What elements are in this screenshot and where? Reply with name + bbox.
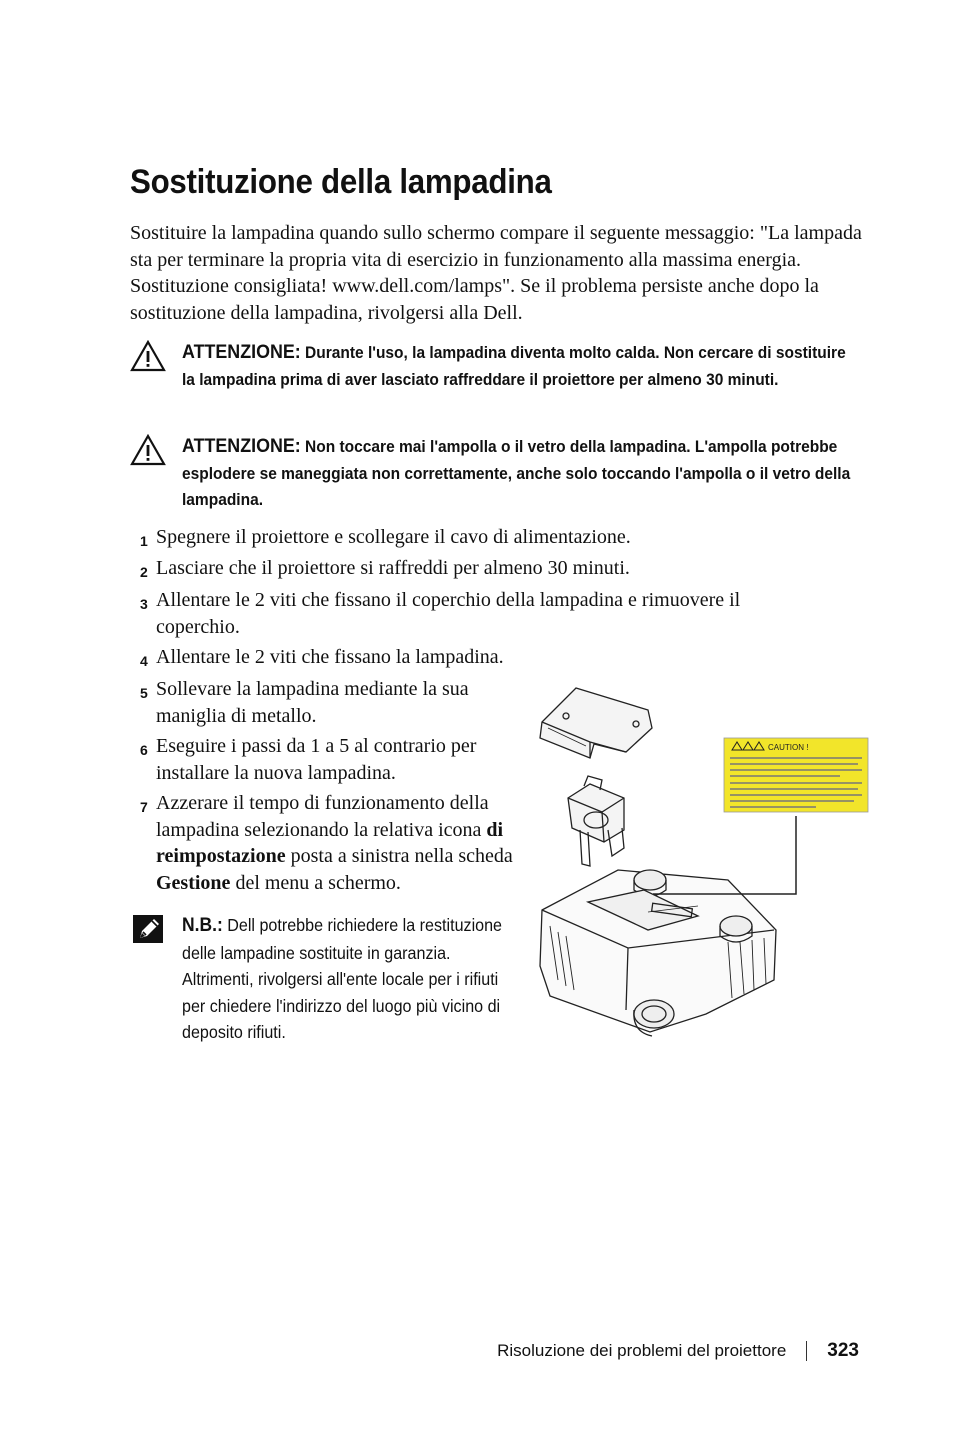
step-text: Allentare le 2 viti che fissano la lampadina.	[156, 646, 504, 668]
intro-paragraph: Sostituire la lampadina quando sullo schermo compare il seguente messaggio: "La lampada sta per terminare la propria vita di esercizio in funzionamento alla massima energia. Sostituzione consigliata! www.dell.com/lamps". Se il problema persiste anche dopo la sostituzione della lampadina, rivolgersi alla Dell.	[130, 222, 862, 324]
step-text: Spegnere il proiettore e scollegare il cavo di alimentazione.	[156, 526, 631, 548]
caution-sticker-title: CAUTION !	[768, 743, 809, 752]
note-text: Dell potrebbe richiedere la restituzione delle lampadine sostituite in garanzia. Altrimenti, rivolgersi all'ente locale per i rifiuti per chiedere l'indirizzo del luogo più vicino di deposito rifiuti.	[182, 915, 503, 1042]
note-box	[130, 912, 530, 1046]
footer-divider	[806, 1341, 807, 1361]
lamp-cover-drawing	[540, 688, 652, 758]
caution-notice	[130, 434, 870, 514]
step-text: Azzerare il tempo di funzionamento della lampadina selezionando la relativa icona di reimpostazione posta a sinistra nella scheda Gestione del menu a schermo.	[156, 792, 513, 894]
page-number: 323	[827, 1340, 859, 1361]
reset-icon-label: di reimpostazione	[156, 818, 504, 867]
caution-text: Durante l'uso, la lampadina diventa molto calda. Non cercare di sostituire la lampadina prima di aver lasciato raffreddare il proiettore per almeno 30 minuti.	[182, 344, 846, 389]
list-item	[140, 555, 840, 582]
step-number: 2	[140, 564, 148, 580]
list-item	[140, 790, 530, 896]
step-text: Lasciare che il proiettore si raffreddi per almeno 30 minuti.	[156, 557, 630, 579]
projector-drawing	[540, 870, 776, 1036]
warning-triangle-icon	[130, 340, 166, 372]
projector-lamp-illustration	[528, 680, 873, 1050]
step-number: 7	[140, 799, 148, 815]
list-item	[140, 587, 800, 640]
caution-text: Non toccare mai l'ampolla o il vetro della lampadina. L'ampolla potrebbe esplodere se maneggiata non correttamente, anche solo toccando l'ampolla o il vetro della lampadina.	[182, 438, 851, 509]
management-tab-label: Gestione	[156, 871, 231, 894]
caution-sticker	[724, 738, 868, 812]
step-text: Allentare le 2 viti che fissano il coperchio della lampadina e rimuovere il coperchio.	[156, 589, 741, 638]
step-number: 6	[140, 742, 148, 758]
lamp-module-drawing	[568, 776, 624, 866]
step-number: 5	[140, 685, 148, 701]
page-title: Sostituzione della lampadina	[130, 163, 552, 201]
footer-section-title: Risoluzione dei problemi del proiettore	[497, 1341, 787, 1360]
list-item	[140, 644, 840, 671]
step-text: Eseguire i passi da 1 a 5 al contrario per installare la nuova lampadina.	[156, 735, 477, 784]
step-text: Sollevare la lampadina mediante la sua maniglia di metallo.	[156, 678, 469, 727]
caution-label: ATTENZIONE:	[182, 436, 301, 457]
list-item	[140, 524, 840, 551]
list-item	[140, 676, 510, 729]
caution-notice	[130, 340, 870, 393]
list-item	[140, 733, 515, 786]
note-label: N.B.:	[182, 915, 223, 936]
step-number: 1	[140, 533, 148, 549]
page-footer	[497, 1340, 859, 1362]
step-number: 3	[140, 596, 148, 612]
step-number: 4	[140, 653, 148, 669]
caution-label: ATTENZIONE:	[182, 342, 301, 363]
note-pencil-icon	[132, 914, 164, 944]
warning-triangle-icon	[130, 434, 166, 466]
